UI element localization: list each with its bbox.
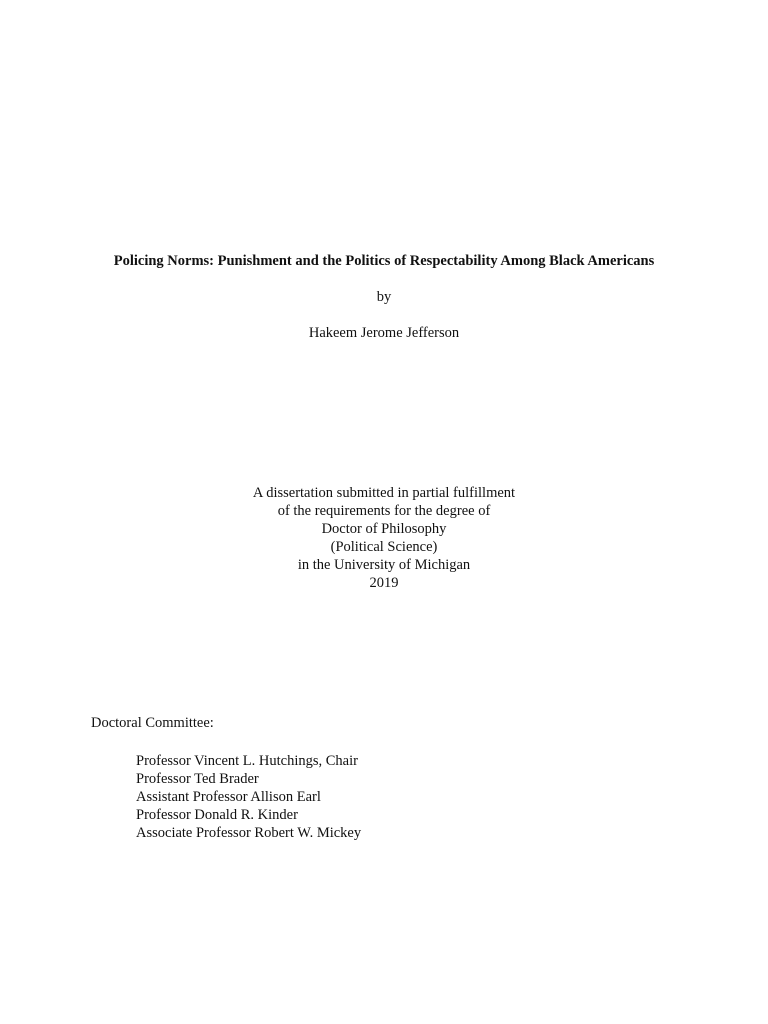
committee-member: Assistant Professor Allison Earl <box>136 789 321 805</box>
author-name: Hakeem Jerome Jefferson <box>308 325 460 341</box>
committee-heading: Doctoral Committee: <box>91 715 214 731</box>
committee-member: Professor Vincent L. Hutchings, Chair <box>136 753 358 769</box>
year: 2019 <box>369 575 399 591</box>
committee-member: Professor Ted Brader <box>136 771 259 787</box>
by-line: by <box>376 289 392 305</box>
statement-line: A dissertation submitted in partial fulfillment <box>252 485 516 501</box>
degree-statement <box>0 484 768 592</box>
dissertation-title: Policing Norms: Punishment and the Politics of Respectability Among Black Americans <box>113 253 655 269</box>
committee-member: Professor Donald R. Kinder <box>136 807 298 823</box>
degree-name: Doctor of Philosophy <box>321 521 447 537</box>
statement-line: of the requirements for the degree of <box>277 503 491 519</box>
university-name: in the University of Michigan <box>297 557 471 573</box>
committee-member: Associate Professor Robert W. Mickey <box>136 825 362 841</box>
committee-list <box>136 752 361 842</box>
field-name: (Political Science) <box>330 539 438 555</box>
